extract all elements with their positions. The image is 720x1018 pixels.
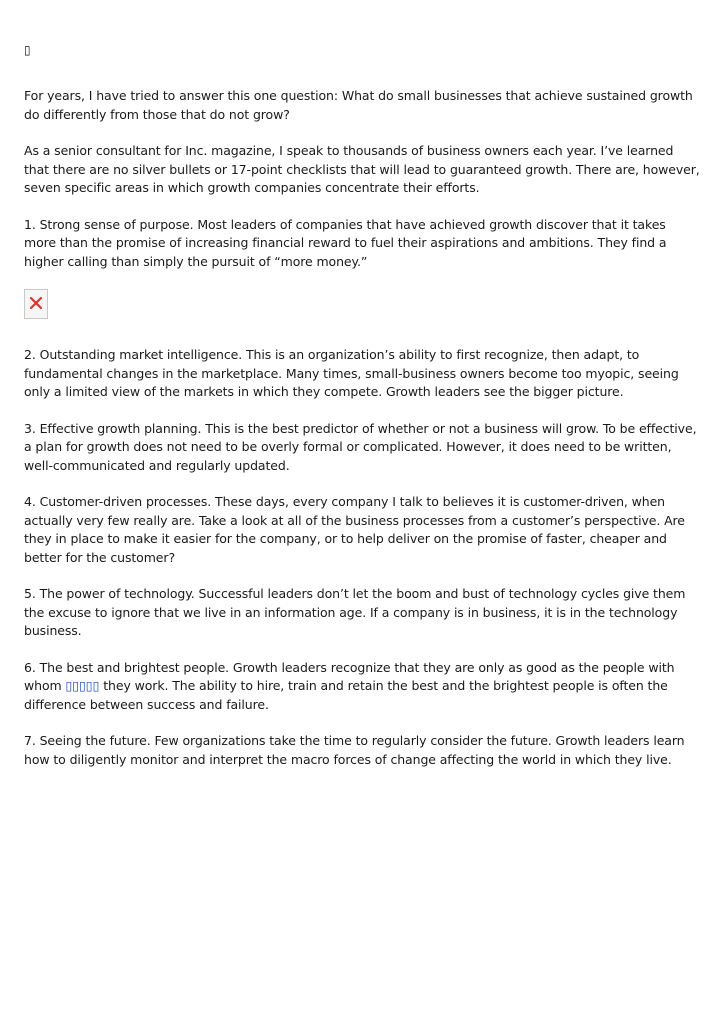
broken-image-icon <box>24 289 48 319</box>
broken-image-x-icon <box>29 296 43 310</box>
missing-glyph: ▯ <box>24 43 31 57</box>
paragraph-point-4: 4. Customer-driven processes. These days, every company I talk to believes it is customer-driven, when actually very few really are. Take a look at all of the business processes from a customer’s perspective. Are they in place to make it easier for the company, or to help deliver on the promise of faster, cheaper and better for the customer? <box>24 494 685 565</box>
paragraph-intro-2: As a senior consultant for Inc. magazine, I speak to thousands of business owners each year. I’ve learned that there are no silver bullets or 17-point checklists that will lead to guaranteed growth. There are, however, seven specific areas in which growth companies concentrate their efforts. <box>24 143 700 195</box>
paragraph-point-6-before: 6. The best and brightest people. Growth leaders recognize that they are only as good as the people with whom <box>24 659 675 693</box>
paragraph-point-6 <box>24 659 700 715</box>
paragraph-point-1: 1. Strong sense of purpose. Most leaders of companies that have achieved growth discover that it takes more than the promise of increasing financial reward to fuel their aspirations and ambitions. They find a higher calling than simply the pursuit of “more money.” <box>24 216 667 269</box>
paragraph-point-6-after: they work. The ability to hire, train and retain the best and the brightest people is often the difference between success and failure. <box>24 678 668 712</box>
inline-link[interactable]: ▯▯▯▯▯ <box>65 678 100 693</box>
paragraph-point-3: 3. Effective growth planning. This is the best predictor of whether or not a business will grow. To be effective, a plan for growth does not need to be overly formal or complicated. However, it does need to be written, well-communicated and regularly updated. <box>24 420 697 473</box>
paragraph-point-7: 7. Seeing the future. Few organizations take the time to regularly consider the future. Growth leaders learn how to diligently monitor and interpret the macro forces of change affecting the world in which they live. <box>24 733 685 767</box>
paragraph-point-5: 5. The power of technology. Successful leaders don’t let the boom and bust of technology cycles give them the excuse to ignore that we live in an information age. If a company is in business, it is in the technology business. <box>24 586 686 638</box>
document-body <box>24 40 700 787</box>
paragraph-intro-1: For years, I have tried to answer this one question: What do small businesses that achieve sustained growth do differently from those that do not grow? <box>24 88 693 122</box>
paragraph-point-2: 2. Outstanding market intelligence. This is an organization’s ability to first recognize, then adapt, to fundamental changes in the marketplace. Many times, small-business owners become too myopic, seeing only a limited view of the markets in which they compete. Growth leaders see the bigger picture. <box>24 347 679 399</box>
